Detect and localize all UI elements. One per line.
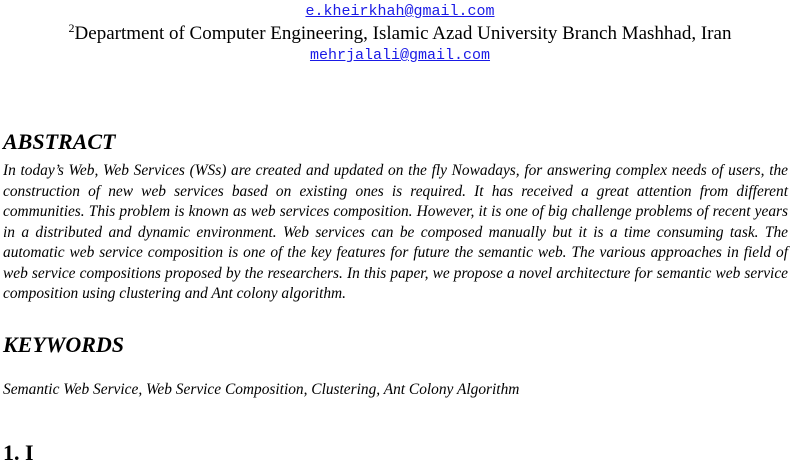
affiliation-number: 2 <box>68 21 75 35</box>
abstract-body: In today’s Web, Web Services (WSs) are created and updated on the fly Nowadays, for answering complex needs of users, the construction of new web services based on existing ones is required. It has received a great attention from different communities. This problem is known as web services composition. However, it is one of big challenge problems of recent years in a distributed and dynamic environment. Web services can be composed manually but it is a time consuming task. The automatic web service composition is one of the key features for future the semantic web. The various approaches in field of web service compositions proposed by the researchers. In this paper, we propose a novel architecture for semantic web service composition using clustering and Ant colony algorithm. <box>3 162 788 302</box>
introduction-heading: 1. I <box>3 440 34 465</box>
abstract-heading: ABSTRACT <box>3 129 116 154</box>
affiliation-2 <box>0 22 800 46</box>
author-email-2[interactable]: mehrjalali@gmail.com <box>309 47 491 64</box>
affiliation-text: Department of Computer Engineering, Islamic Azad University Branch Mashhad, Iran <box>74 23 732 44</box>
keywords-list: Semantic Web Service, Web Service Composition, Clustering, Ant Colony Algorithm <box>3 381 520 398</box>
keywords-heading: KEYWORDS <box>3 332 125 357</box>
author-email-1[interactable]: e.kheirkhah@gmail.com <box>305 3 495 20</box>
